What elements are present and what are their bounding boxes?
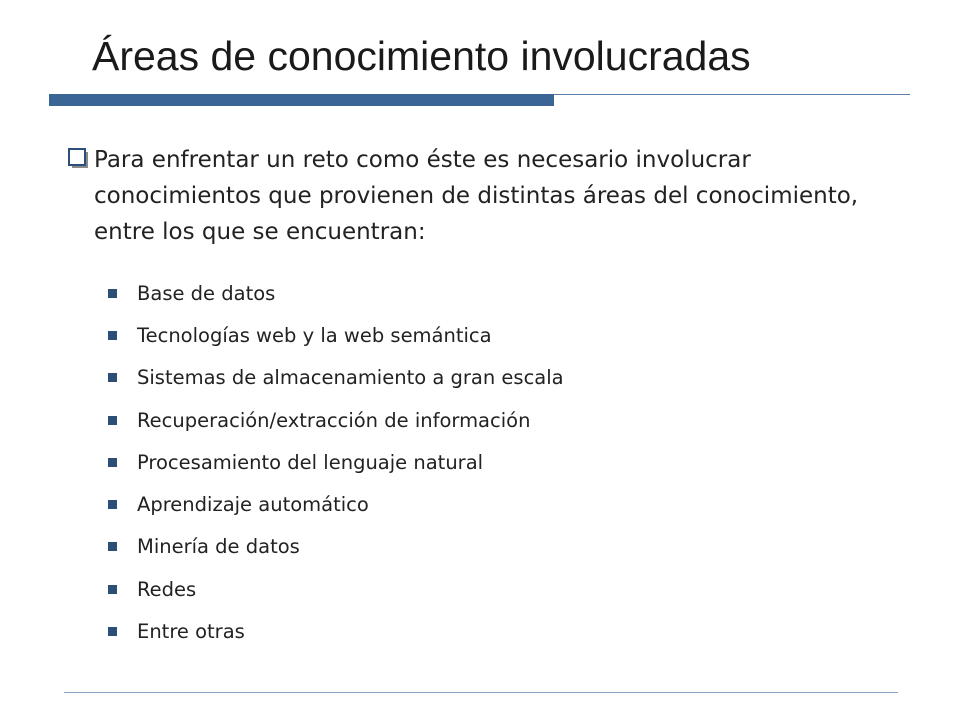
filled-square-bullet-icon	[108, 458, 117, 467]
list-item-label: Redes	[137, 577, 197, 601]
filled-square-bullet-icon	[108, 373, 117, 382]
list-item	[108, 441, 564, 483]
list-item	[108, 568, 564, 610]
slide-title: Áreas de conocimiento involucradas	[92, 33, 751, 79]
list-item	[108, 314, 564, 356]
main-bullet-point	[64, 140, 904, 250]
list-item	[108, 526, 564, 568]
filled-square-bullet-icon	[108, 500, 117, 509]
list-item	[108, 357, 564, 399]
filled-square-bullet-icon	[108, 331, 117, 340]
list-item-label: Base de datos	[137, 281, 276, 305]
list-item-label: Tecnologías web y la web semántica	[137, 323, 492, 347]
list-item	[108, 610, 564, 652]
filled-square-bullet-icon	[108, 289, 117, 298]
list-item	[108, 399, 564, 441]
main-bullet-text: Para enfrentar un reto como éste es necesario involucrar conocimientos que provienen de distintas áreas del conocimiento, entre los que se encuentran:	[94, 147, 859, 245]
filled-square-bullet-icon	[108, 585, 117, 594]
title-underline-bar	[49, 94, 554, 106]
list-item-label: Entre otras	[137, 620, 245, 644]
title-underline-rule	[554, 94, 910, 95]
hollow-square-bullet-icon	[68, 148, 94, 174]
filled-square-bullet-icon	[108, 542, 117, 551]
list-item-label: Minería de datos	[137, 535, 300, 559]
filled-square-bullet-icon	[108, 416, 117, 425]
footer-rule	[64, 692, 898, 693]
sub-bullet-list	[108, 272, 564, 653]
list-item	[108, 483, 564, 525]
list-item	[108, 272, 564, 314]
filled-square-bullet-icon	[108, 627, 117, 636]
list-item-label: Recuperación/extracción de información	[137, 408, 531, 432]
list-item-label: Aprendizaje automático	[137, 493, 369, 517]
list-item-label: Sistemas de almacenamiento a gran escala	[137, 366, 564, 390]
list-item-label: Procesamiento del lenguaje natural	[137, 450, 484, 474]
